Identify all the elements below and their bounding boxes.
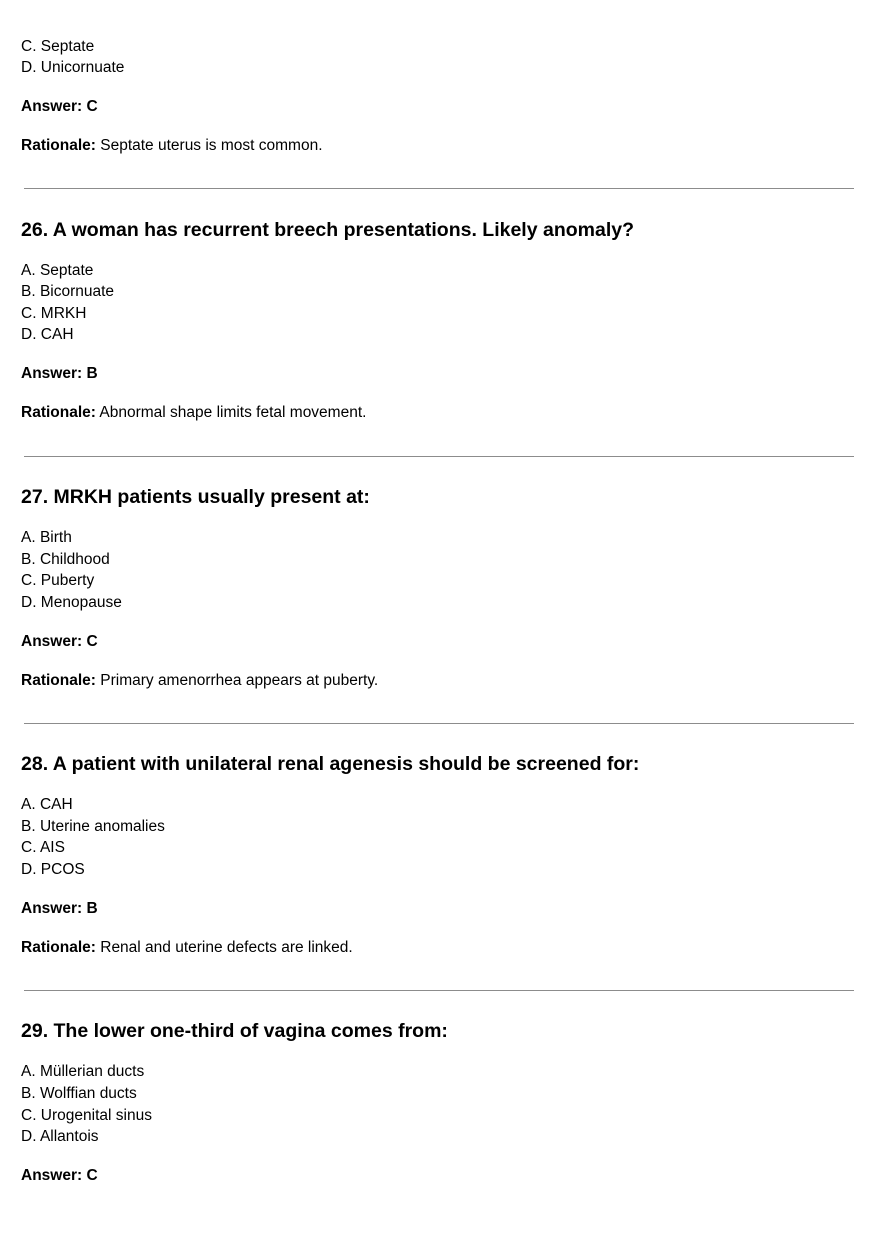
option-a: A. Müllerian ducts — [21, 1063, 145, 1080]
option-b: B. Bicornuate — [21, 283, 115, 300]
answer: Answer: B — [21, 900, 98, 917]
question-title: 28. A patient with unilateral renal agenesis should be screened for: — [21, 753, 640, 775]
rationale-text: Abnormal shape limits fetal movement. — [95, 404, 367, 421]
option-b: B. Uterine anomalies — [21, 818, 165, 835]
answer: Answer: C — [21, 633, 98, 650]
option-d: D. Allantois — [21, 1128, 99, 1145]
option-d: D. Unicornuate — [21, 59, 125, 76]
answer: Answer: C — [21, 1167, 98, 1184]
option-c: C. Puberty — [21, 572, 95, 589]
option-c: C. AIS — [21, 839, 65, 856]
option-d: D. CAH — [21, 326, 74, 343]
rationale-label: Rationale: — [21, 404, 96, 421]
option-d: D. PCOS — [21, 861, 85, 878]
rationale-text: Septate uterus is most common. — [95, 137, 323, 154]
option-b: B. Wolffian ducts — [21, 1085, 137, 1102]
answer: Answer: C — [21, 98, 98, 115]
rationale-text: Primary amenorrhea appears at puberty. — [95, 672, 379, 689]
answer: Answer: B — [21, 365, 98, 382]
option-c: C. Urogenital sinus — [21, 1107, 152, 1124]
rationale-label: Rationale: — [21, 137, 96, 154]
option-d: D. Menopause — [21, 594, 122, 611]
divider — [24, 456, 854, 457]
question-title: 29. The lower one-third of vagina comes from: — [21, 1020, 448, 1042]
option-a: A. Birth — [21, 529, 72, 546]
rationale-label: Rationale: — [21, 672, 96, 689]
rationale-text: Renal and uterine defects are linked. — [95, 939, 353, 956]
divider — [24, 188, 854, 189]
divider — [24, 723, 854, 724]
rationale-label: Rationale: — [21, 939, 96, 956]
option-a: A. CAH — [21, 796, 73, 813]
option-c: C. Septate — [21, 38, 95, 55]
question-title: 26. A woman has recurrent breech presentations. Likely anomaly? — [21, 219, 635, 241]
rationale — [21, 136, 323, 156]
option-b: B. Childhood — [21, 551, 110, 568]
option-a: A. Septate — [21, 262, 94, 279]
rationale — [21, 671, 378, 691]
divider — [24, 990, 854, 991]
question-title: 27. MRKH patients usually present at: — [21, 486, 370, 508]
rationale — [21, 938, 353, 958]
rationale — [21, 403, 366, 423]
option-c: C. MRKH — [21, 305, 87, 322]
